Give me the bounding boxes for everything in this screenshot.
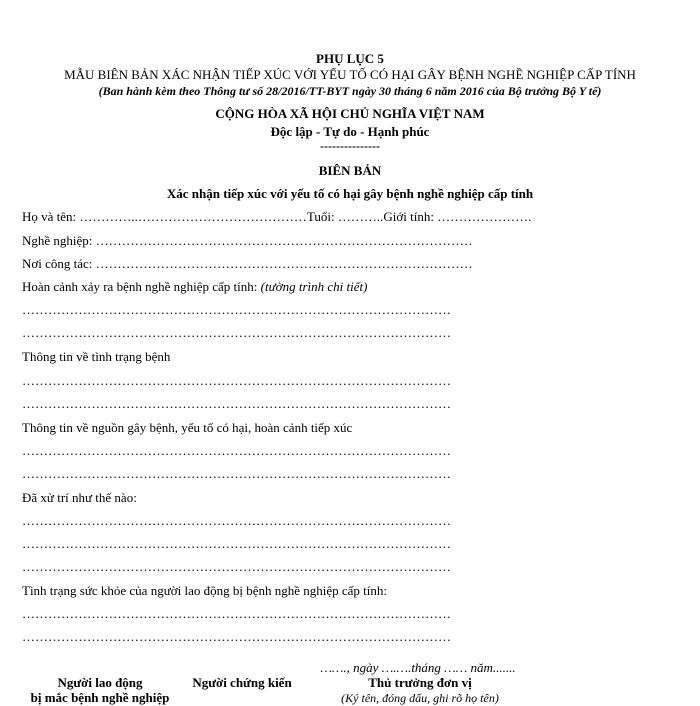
worker-subtitle: bị mắc bệnh nghề nghiệp: [30, 690, 170, 705]
motto: Độc lập - Tự do - Hạnh phúc: [270, 124, 430, 139]
dotted-line: ………………………………………………………………………………………: [22, 629, 451, 644]
health-status-label: Tình trạng sức khỏe của người lao động bị bệnh nghề nghiệp cấp tính:: [22, 583, 388, 598]
dotted-line: ………………………………………………………………………………………: [22, 373, 451, 388]
occupation-line: Nghề nghiệp: ……………………………………………………………………………: [22, 233, 473, 248]
dotted-line: ………………………………………………………………………………………: [22, 396, 451, 411]
date-line: ……., ngày ….….tháng …… năm.......: [320, 660, 516, 675]
country-name: CỘNG HÒA XÃ HỘI CHỦ NGHĨA VIỆT NAM: [215, 106, 485, 121]
circumstance-label: [22, 279, 367, 295]
name-line: Họ và tên: …………..…………………………………Tuổi: ………..Giới tính: ………………….: [22, 209, 532, 224]
appendix-label: PHỤ LỤC 5: [316, 51, 384, 66]
form-title: MẪU BIÊN BẢN XÁC NHẬN TIẾP XÚC VỚI YẾU TỐ CÓ HẠI GÂY BỆNH NGHỀ NGHIỆP CẤP TÍNH: [64, 67, 636, 82]
document-subtitle: Xác nhận tiếp xúc với yếu tố có hại gây bệnh nghề nghiệp cấp tính: [166, 186, 534, 201]
workplace-line: Nơi công tác: ……………………………………………………………………………: [22, 256, 473, 271]
head-title: Thủ trưởng đơn vị: [368, 675, 472, 690]
dotted-line: ………………………………………………………………………………………: [22, 536, 451, 551]
circumstance-label-text: Hoàn cảnh xảy ra bệnh nghề nghiệp cấp tính:: [22, 279, 261, 294]
document-title: BIÊN BẢN: [318, 163, 382, 178]
disease-info-label: Thông tin về tình trạng bệnh: [22, 349, 171, 364]
dotted-line: ………………………………………………………………………………………: [22, 325, 451, 340]
source-info-label: Thông tin về nguồn gây bệnh, yếu tố có hại, hoàn cảnh tiếp xúc: [22, 420, 353, 435]
dotted-line: ………………………………………………………………………………………: [22, 513, 451, 528]
head-subtitle: (Ký tên, đóng dấu, ghi rõ họ tên): [341, 691, 499, 705]
worker-title: Người lao động: [57, 675, 143, 690]
divider: ---------------: [320, 139, 380, 153]
dotted-line: ………………………………………………………………………………………: [22, 443, 451, 458]
dotted-line: ………………………………………………………………………………………: [22, 606, 451, 621]
treatment-label: Đã xử trí như thế nào:: [22, 490, 137, 505]
dotted-line: ………………………………………………………………………………………: [22, 302, 451, 317]
witness-title: Người chứng kiến: [192, 675, 292, 690]
issued-note: (Ban hành kèm theo Thông tư số 28/2016/TT-BYT ngày 30 tháng 6 năm 2016 của Bộ trưởng Bộ Y tế): [98, 84, 602, 98]
dotted-line: ………………………………………………………………………………………: [22, 559, 451, 574]
dotted-line: ………………………………………………………………………………………: [22, 466, 451, 481]
circumstance-note: (tường trình chi tiết): [260, 279, 368, 294]
